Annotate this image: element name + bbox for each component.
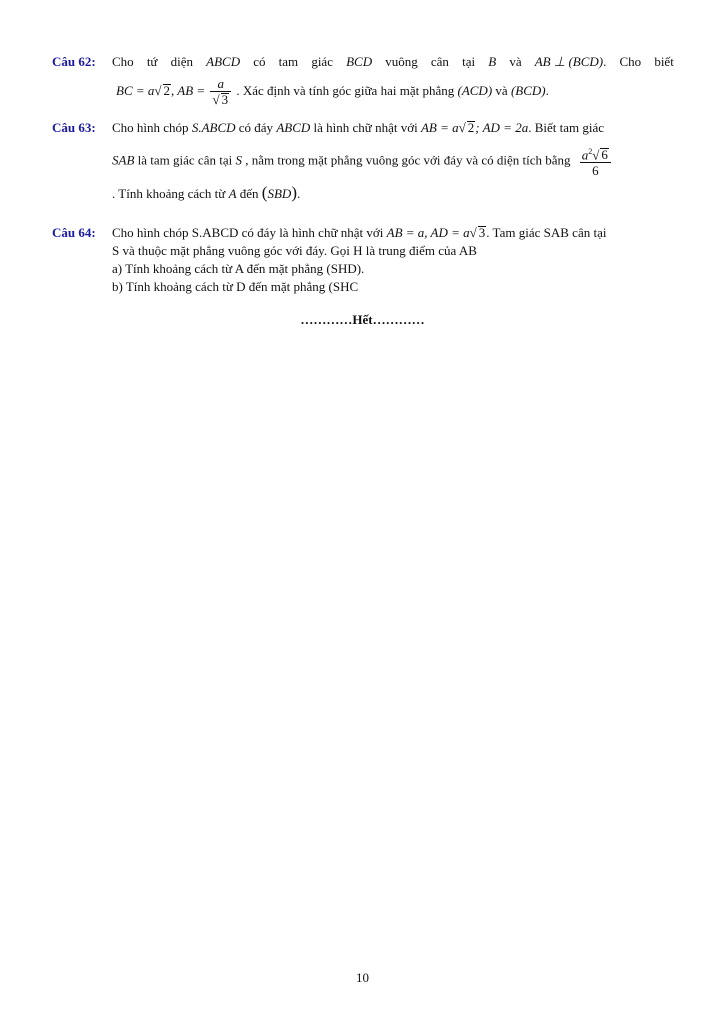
question-64 xyxy=(52,224,674,296)
question-text-line: b) Tính khoảng cách từ D đến mặt phẳng (SHC xyxy=(112,279,359,294)
question-63 xyxy=(52,119,674,203)
question-text-line: Cho hình chóp S.ABCD có đáy ABCD là hình chữ nhật với AB = a√ 2; AD = 2a. Biết tam giác xyxy=(112,120,605,135)
fraction: $\frac{a}{√ 3}$ xyxy=(210,77,231,107)
question-text-line: SAB là tam giác cân tại S , nằm trong mặt phẳng vuông góc với đáy và có diện tích bằng $\frac{a^2√ 6}{6}$ xyxy=(112,145,674,178)
question-text-line: Cho tứ diện ABCD có tam giác BCD vuông cân tại B và AB ⊥ (BCD). Cho biết xyxy=(112,54,674,69)
end-marker: …………Hết………… xyxy=(300,312,425,327)
question-label: Câu 62: xyxy=(52,54,96,69)
question-text-line: . Tính khoảng cách từ A đến (SBD). xyxy=(112,183,301,203)
question-label: Câu 63: xyxy=(52,120,96,135)
question-text-line: BC = a√ 2, AB = $\frac{a}{√ 3}$ . Xác định và tính góc giữa hai mặt phẳng (ACD) và (BCD). xyxy=(116,76,549,107)
question-text-line: Cho hình chóp S.ABCD có đáy là hình chữ nhật với AB = a, AD = a√ 3. Tam giác SAB cân tại xyxy=(112,225,607,240)
question-text-line: S và thuộc mặt phẳng vuông góc với đáy. Gọi H là trung điểm của AB xyxy=(112,243,477,258)
question-62 xyxy=(52,53,674,107)
question-label: Câu 64: xyxy=(52,225,96,240)
page-number: 10 xyxy=(356,970,369,985)
question-text-line: a) Tính khoảng cách từ A đến mặt phẳng (SHD). xyxy=(112,261,365,276)
fraction: $\frac{a^2√ 6}{6}$ xyxy=(580,145,611,178)
